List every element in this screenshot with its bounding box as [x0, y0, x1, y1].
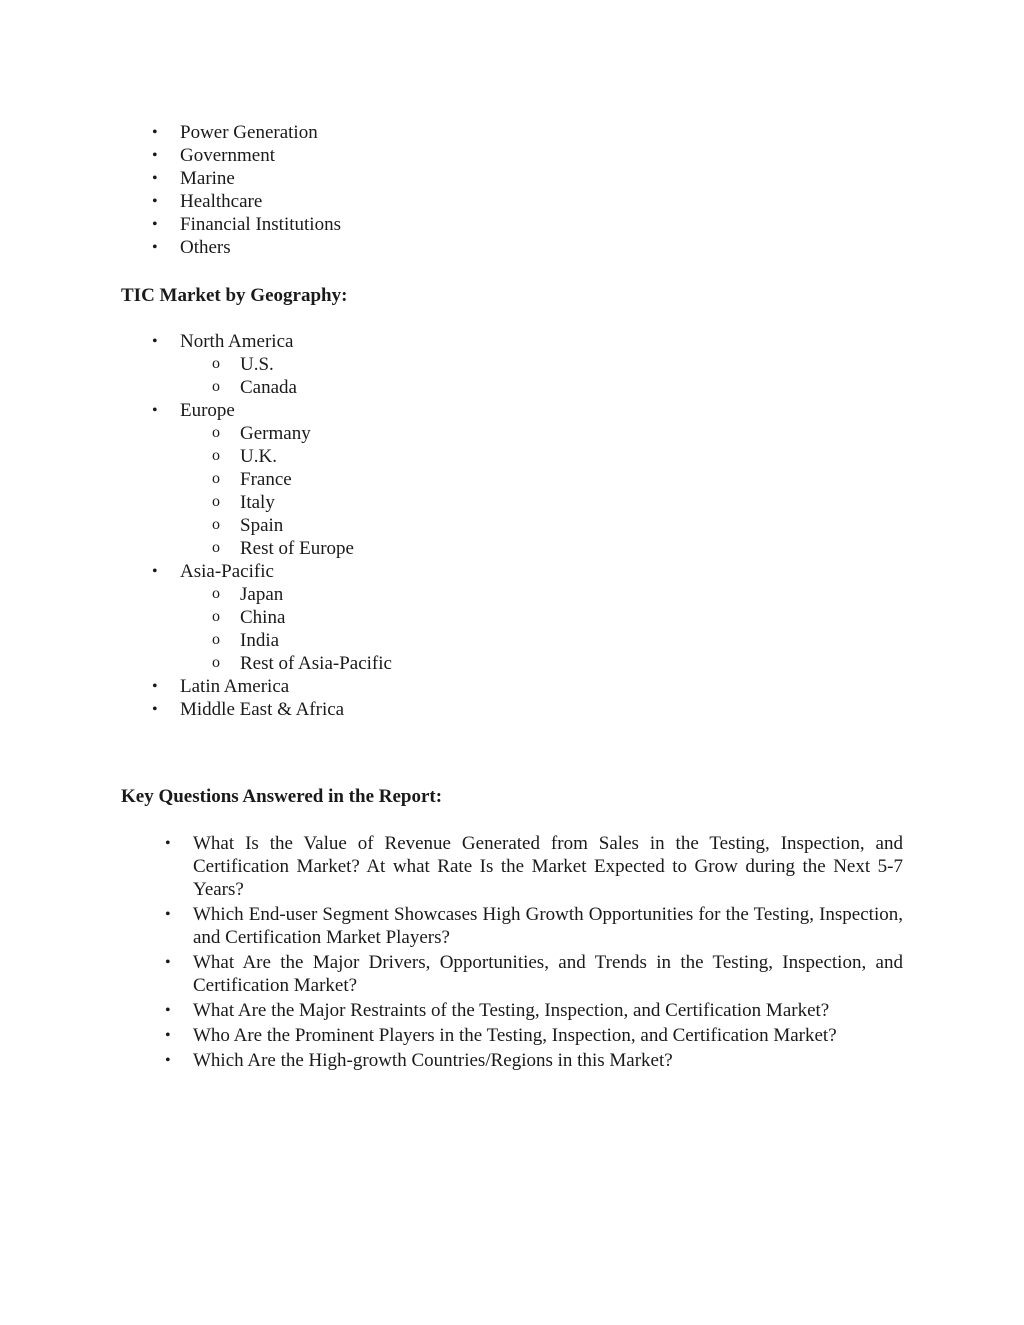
country-item: o India — [240, 629, 780, 652]
country-list — [240, 422, 780, 560]
country-item: o Rest of Asia-Pacific — [240, 652, 780, 675]
country-list — [240, 583, 780, 675]
list-item: • Others — [180, 236, 780, 259]
region-name: • North America — [180, 330, 780, 353]
questions-list — [193, 832, 903, 1074]
country-item: o U.K. — [240, 445, 780, 468]
region-item — [180, 560, 780, 675]
region-item — [180, 675, 780, 698]
region-item — [180, 330, 780, 399]
country-list — [240, 353, 780, 399]
questions-heading: Key Questions Answered in the Report: — [121, 786, 443, 807]
industry-list — [180, 121, 780, 259]
region-name: • Latin America — [180, 675, 780, 698]
question-item: • What Are the Major Restraints of the Testing, Inspection, and Certification Market? — [193, 999, 903, 1022]
region-name: • Europe — [180, 399, 780, 422]
geography-list — [180, 330, 780, 721]
region-name: • Asia-Pacific — [180, 560, 780, 583]
region-item — [180, 698, 780, 721]
country-item: o Spain — [240, 514, 780, 537]
question-item: • Which End-user Segment Showcases High Growth Opportunities for the Testing, Inspection, and Certification Market Players? — [193, 903, 903, 949]
country-item: o France — [240, 468, 780, 491]
question-item: • What Is the Value of Revenue Generated from Sales in the Testing, Inspection, and Certification Market? At what Rate Is the Market Expected to Grow during the Next 5-7 Years? — [193, 832, 903, 901]
country-item: o Japan — [240, 583, 780, 606]
list-item: • Power Generation — [180, 121, 780, 144]
list-item: • Healthcare — [180, 190, 780, 213]
question-item: • What Are the Major Drivers, Opportunities, and Trends in the Testing, Inspection, and Certification Market? — [193, 951, 903, 997]
country-item: o Germany — [240, 422, 780, 445]
country-item: o Canada — [240, 376, 780, 399]
region-name: • Middle East & Africa — [180, 698, 780, 721]
question-item: • Who Are the Prominent Players in the Testing, Inspection, and Certification Market? — [193, 1024, 903, 1047]
list-item: • Government — [180, 144, 780, 167]
country-item: o Rest of Europe — [240, 537, 780, 560]
country-item: o Italy — [240, 491, 780, 514]
country-item: o China — [240, 606, 780, 629]
region-item — [180, 399, 780, 560]
list-item: • Financial Institutions — [180, 213, 780, 236]
country-item: o U.S. — [240, 353, 780, 376]
list-item: • Marine — [180, 167, 780, 190]
geography-heading: TIC Market by Geography: — [121, 285, 348, 306]
question-item: • Which Are the High-growth Countries/Regions in this Market? — [193, 1049, 903, 1072]
